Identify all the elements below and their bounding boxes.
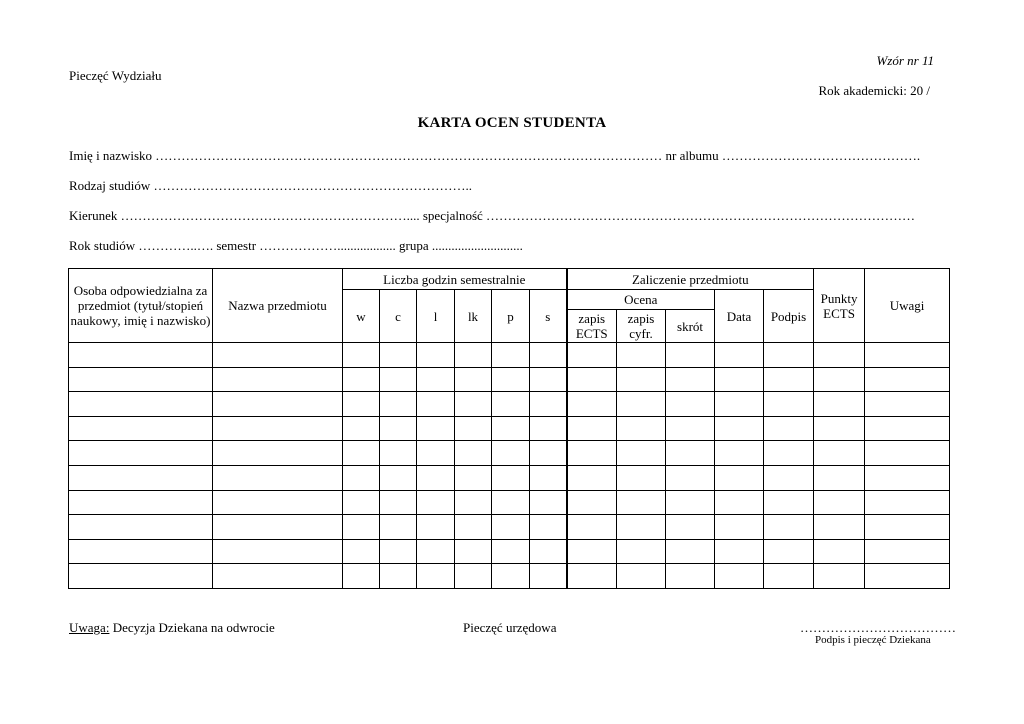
header-row-1: [69, 269, 950, 290]
table-cell[interactable]: [567, 392, 617, 417]
name-album-line: Imię i nazwisko ……………………………………………………………………………………………………… nr albumu ……………………………………….: [69, 148, 921, 163]
col-header-notes: Uwagi: [865, 269, 950, 343]
table-cell[interactable]: [69, 515, 213, 540]
table-cell[interactable]: [764, 367, 814, 392]
table-cell[interactable]: [492, 490, 530, 515]
table-cell[interactable]: [343, 441, 380, 466]
table-cell[interactable]: [715, 564, 764, 589]
table-cell[interactable]: [567, 515, 617, 540]
table-cell[interactable]: [455, 392, 492, 417]
table-cell[interactable]: [814, 392, 865, 417]
col-header-s: s: [530, 290, 567, 343]
table-cell[interactable]: [814, 343, 865, 368]
table-cell[interactable]: [814, 416, 865, 441]
page-title: KARTA OCEN STUDENTA: [417, 115, 607, 131]
table-cell[interactable]: [213, 515, 343, 540]
table-cell[interactable]: [666, 392, 715, 417]
table-cell[interactable]: [69, 416, 213, 441]
col-header-w: w: [343, 290, 380, 343]
table-row: [69, 392, 950, 417]
table-cell[interactable]: [567, 441, 617, 466]
faculty-stamp-label: Pieczęć Wydziału: [69, 68, 162, 83]
col-header-grade-short: skrót: [666, 310, 715, 343]
table-cell[interactable]: [715, 490, 764, 515]
table-cell[interactable]: [617, 515, 666, 540]
table-cell[interactable]: [343, 367, 380, 392]
table-cell[interactable]: [666, 367, 715, 392]
table-cell[interactable]: [814, 465, 865, 490]
footer-note-text: Decyzja Dziekana na odwrocie: [109, 620, 275, 635]
table-row: [69, 465, 950, 490]
table-cell[interactable]: [492, 367, 530, 392]
col-header-person: Osoba odpowiedzialna za przedmiot (tytuł/stopień naukowy, imię i nazwisko): [69, 269, 213, 343]
table-cell[interactable]: [764, 539, 814, 564]
table-cell[interactable]: [865, 465, 950, 490]
table-cell[interactable]: [530, 539, 567, 564]
table-cell[interactable]: [530, 465, 567, 490]
table-cell[interactable]: [417, 539, 455, 564]
table-row: [69, 515, 950, 540]
dean-signature-line: ………………………………: [800, 620, 956, 635]
table-cell[interactable]: [814, 539, 865, 564]
table-cell[interactable]: [455, 564, 492, 589]
table-cell[interactable]: [567, 539, 617, 564]
table-cell[interactable]: [417, 490, 455, 515]
table-cell[interactable]: [380, 343, 417, 368]
table-cell[interactable]: [865, 367, 950, 392]
table-cell[interactable]: [715, 343, 764, 368]
table-cell[interactable]: [865, 441, 950, 466]
table-cell[interactable]: [764, 465, 814, 490]
table-cell[interactable]: [617, 367, 666, 392]
table-cell[interactable]: [213, 465, 343, 490]
table-cell[interactable]: [69, 564, 213, 589]
table-cell[interactable]: [865, 515, 950, 540]
table-cell[interactable]: [343, 465, 380, 490]
col-header-grade-ects: zapis ECTS: [567, 310, 617, 343]
table-cell[interactable]: [417, 367, 455, 392]
table-cell[interactable]: [343, 343, 380, 368]
table-cell[interactable]: [530, 392, 567, 417]
table-cell[interactable]: [343, 490, 380, 515]
table-cell[interactable]: [417, 564, 455, 589]
group-header-credit: Zaliczenie przedmiotu: [567, 269, 814, 290]
table-cell[interactable]: [213, 441, 343, 466]
table-cell[interactable]: [617, 441, 666, 466]
table-cell[interactable]: [213, 343, 343, 368]
col-header-date: Data: [715, 290, 764, 343]
table-cell[interactable]: [380, 392, 417, 417]
col-header-ects-points: Punkty ECTS: [814, 269, 865, 343]
table-cell[interactable]: [814, 441, 865, 466]
table-cell[interactable]: [492, 392, 530, 417]
table-cell[interactable]: [666, 564, 715, 589]
col-header-signature: Podpis: [764, 290, 814, 343]
col-header-subject: Nazwa przedmiotu: [213, 269, 343, 343]
table-cell[interactable]: [213, 564, 343, 589]
table-row: [69, 343, 950, 368]
table-cell[interactable]: [492, 416, 530, 441]
table-cell[interactable]: [530, 515, 567, 540]
table-cell[interactable]: [814, 564, 865, 589]
table-cell[interactable]: [764, 343, 814, 368]
table-cell[interactable]: [865, 416, 950, 441]
col-header-grade-numeric: zapis cyfr.: [617, 310, 666, 343]
table-cell[interactable]: [814, 367, 865, 392]
table-cell[interactable]: [617, 465, 666, 490]
table-cell[interactable]: [617, 539, 666, 564]
table-cell[interactable]: [69, 465, 213, 490]
table-cell[interactable]: [666, 539, 715, 564]
table-cell[interactable]: [530, 441, 567, 466]
table-cell[interactable]: [455, 515, 492, 540]
table-cell[interactable]: [492, 441, 530, 466]
table-cell[interactable]: [617, 564, 666, 589]
table-cell[interactable]: [666, 465, 715, 490]
table-cell[interactable]: [865, 490, 950, 515]
table-cell[interactable]: [455, 465, 492, 490]
table-cell[interactable]: [617, 490, 666, 515]
academic-year-field: Rok akademicki: 20 /: [818, 83, 930, 98]
table-row: [69, 367, 950, 392]
table-cell[interactable]: [417, 392, 455, 417]
table-cell[interactable]: [455, 343, 492, 368]
table-cell[interactable]: [343, 564, 380, 589]
table-row: [69, 416, 950, 441]
table-cell[interactable]: [455, 441, 492, 466]
table-cell[interactable]: [69, 367, 213, 392]
table-cell[interactable]: [567, 416, 617, 441]
table-cell[interactable]: [380, 564, 417, 589]
table-cell[interactable]: [492, 539, 530, 564]
table-row: [69, 564, 950, 589]
table-cell[interactable]: [715, 465, 764, 490]
table-cell[interactable]: [417, 515, 455, 540]
table-cell[interactable]: [764, 441, 814, 466]
table-cell[interactable]: [764, 416, 814, 441]
table-cell[interactable]: [343, 416, 380, 441]
table-cell[interactable]: [617, 416, 666, 441]
table-cell[interactable]: [530, 490, 567, 515]
table-cell[interactable]: [567, 564, 617, 589]
table-cell[interactable]: [567, 490, 617, 515]
year-semester-group-line: Rok studiów …………..…. semestr ……………….................. grupa ............................: [69, 238, 523, 253]
table-row: [69, 441, 950, 466]
footer-note-label: Uwaga:: [69, 620, 110, 635]
table-cell[interactable]: [666, 441, 715, 466]
table-cell[interactable]: [455, 539, 492, 564]
table-cell[interactable]: [380, 465, 417, 490]
table-cell[interactable]: [69, 490, 213, 515]
table-cell[interactable]: [380, 441, 417, 466]
table-cell[interactable]: [492, 564, 530, 589]
table-cell[interactable]: [715, 416, 764, 441]
table-cell[interactable]: [417, 441, 455, 466]
table-cell[interactable]: [213, 490, 343, 515]
table-cell[interactable]: [69, 441, 213, 466]
table-cell[interactable]: [865, 564, 950, 589]
table-cell[interactable]: [380, 539, 417, 564]
table-cell[interactable]: [715, 539, 764, 564]
group-header-grade: Ocena: [567, 290, 715, 310]
table-cell[interactable]: [617, 343, 666, 368]
table-cell[interactable]: [530, 564, 567, 589]
table-cell[interactable]: [417, 416, 455, 441]
table-cell[interactable]: [715, 515, 764, 540]
table-body: [69, 343, 950, 589]
table-cell[interactable]: [69, 343, 213, 368]
table-cell[interactable]: [213, 367, 343, 392]
table-cell[interactable]: [380, 490, 417, 515]
table-cell[interactable]: [666, 490, 715, 515]
table-cell[interactable]: [715, 367, 764, 392]
table-cell[interactable]: [666, 343, 715, 368]
dean-signature-label: Podpis i pieczęć Dziekana: [815, 634, 931, 646]
table-cell[interactable]: [764, 564, 814, 589]
table-cell[interactable]: [380, 515, 417, 540]
table-cell[interactable]: [492, 515, 530, 540]
col-header-p: p: [492, 290, 530, 343]
grades-table: [68, 268, 950, 589]
footer-note: [69, 620, 275, 636]
table-cell[interactable]: [715, 441, 764, 466]
table-cell[interactable]: [455, 416, 492, 441]
table-cell[interactable]: [764, 490, 814, 515]
table-cell[interactable]: [455, 490, 492, 515]
table-cell[interactable]: [567, 367, 617, 392]
table-row: [69, 539, 950, 564]
table-cell[interactable]: [567, 465, 617, 490]
table-cell[interactable]: [343, 539, 380, 564]
table-cell[interactable]: [666, 416, 715, 441]
table-cell[interactable]: [492, 465, 530, 490]
table-cell[interactable]: [492, 343, 530, 368]
table-cell[interactable]: [530, 416, 567, 441]
table-cell[interactable]: [814, 490, 865, 515]
table-cell[interactable]: [715, 392, 764, 417]
table-cell[interactable]: [764, 392, 814, 417]
table-cell[interactable]: [617, 392, 666, 417]
table-cell[interactable]: [380, 367, 417, 392]
table-cell[interactable]: [417, 343, 455, 368]
table-cell[interactable]: [567, 343, 617, 368]
table-cell[interactable]: [530, 367, 567, 392]
table-cell[interactable]: [213, 539, 343, 564]
table-cell[interactable]: [530, 343, 567, 368]
table-cell[interactable]: [455, 367, 492, 392]
table-cell[interactable]: [213, 392, 343, 417]
col-header-c: c: [380, 290, 417, 343]
table-row: [69, 490, 950, 515]
table-cell[interactable]: [343, 515, 380, 540]
table-cell[interactable]: [380, 416, 417, 441]
table-cell[interactable]: [213, 416, 343, 441]
template-number: Wzór nr 11: [876, 53, 934, 68]
official-stamp-label: Pieczęć urzędowa: [463, 620, 557, 635]
table-cell[interactable]: [814, 515, 865, 540]
col-header-l: l: [417, 290, 455, 343]
table-cell[interactable]: [865, 539, 950, 564]
major-specialty-line: Kierunek ………………………………………………………….... specjalność ………………………………………………………………………………………: [69, 208, 916, 223]
table-cell[interactable]: [865, 343, 950, 368]
table-cell[interactable]: [865, 392, 950, 417]
table-cell[interactable]: [666, 515, 715, 540]
table-cell[interactable]: [764, 515, 814, 540]
group-header-hours: Liczba godzin semestralnie: [343, 269, 567, 290]
table-cell[interactable]: [69, 539, 213, 564]
table-cell[interactable]: [69, 392, 213, 417]
col-header-lk: lk: [455, 290, 492, 343]
table-cell[interactable]: [343, 392, 380, 417]
table-cell[interactable]: [417, 465, 455, 490]
study-type-line: Rodzaj studiów ………………………………………………………………..: [69, 178, 472, 193]
